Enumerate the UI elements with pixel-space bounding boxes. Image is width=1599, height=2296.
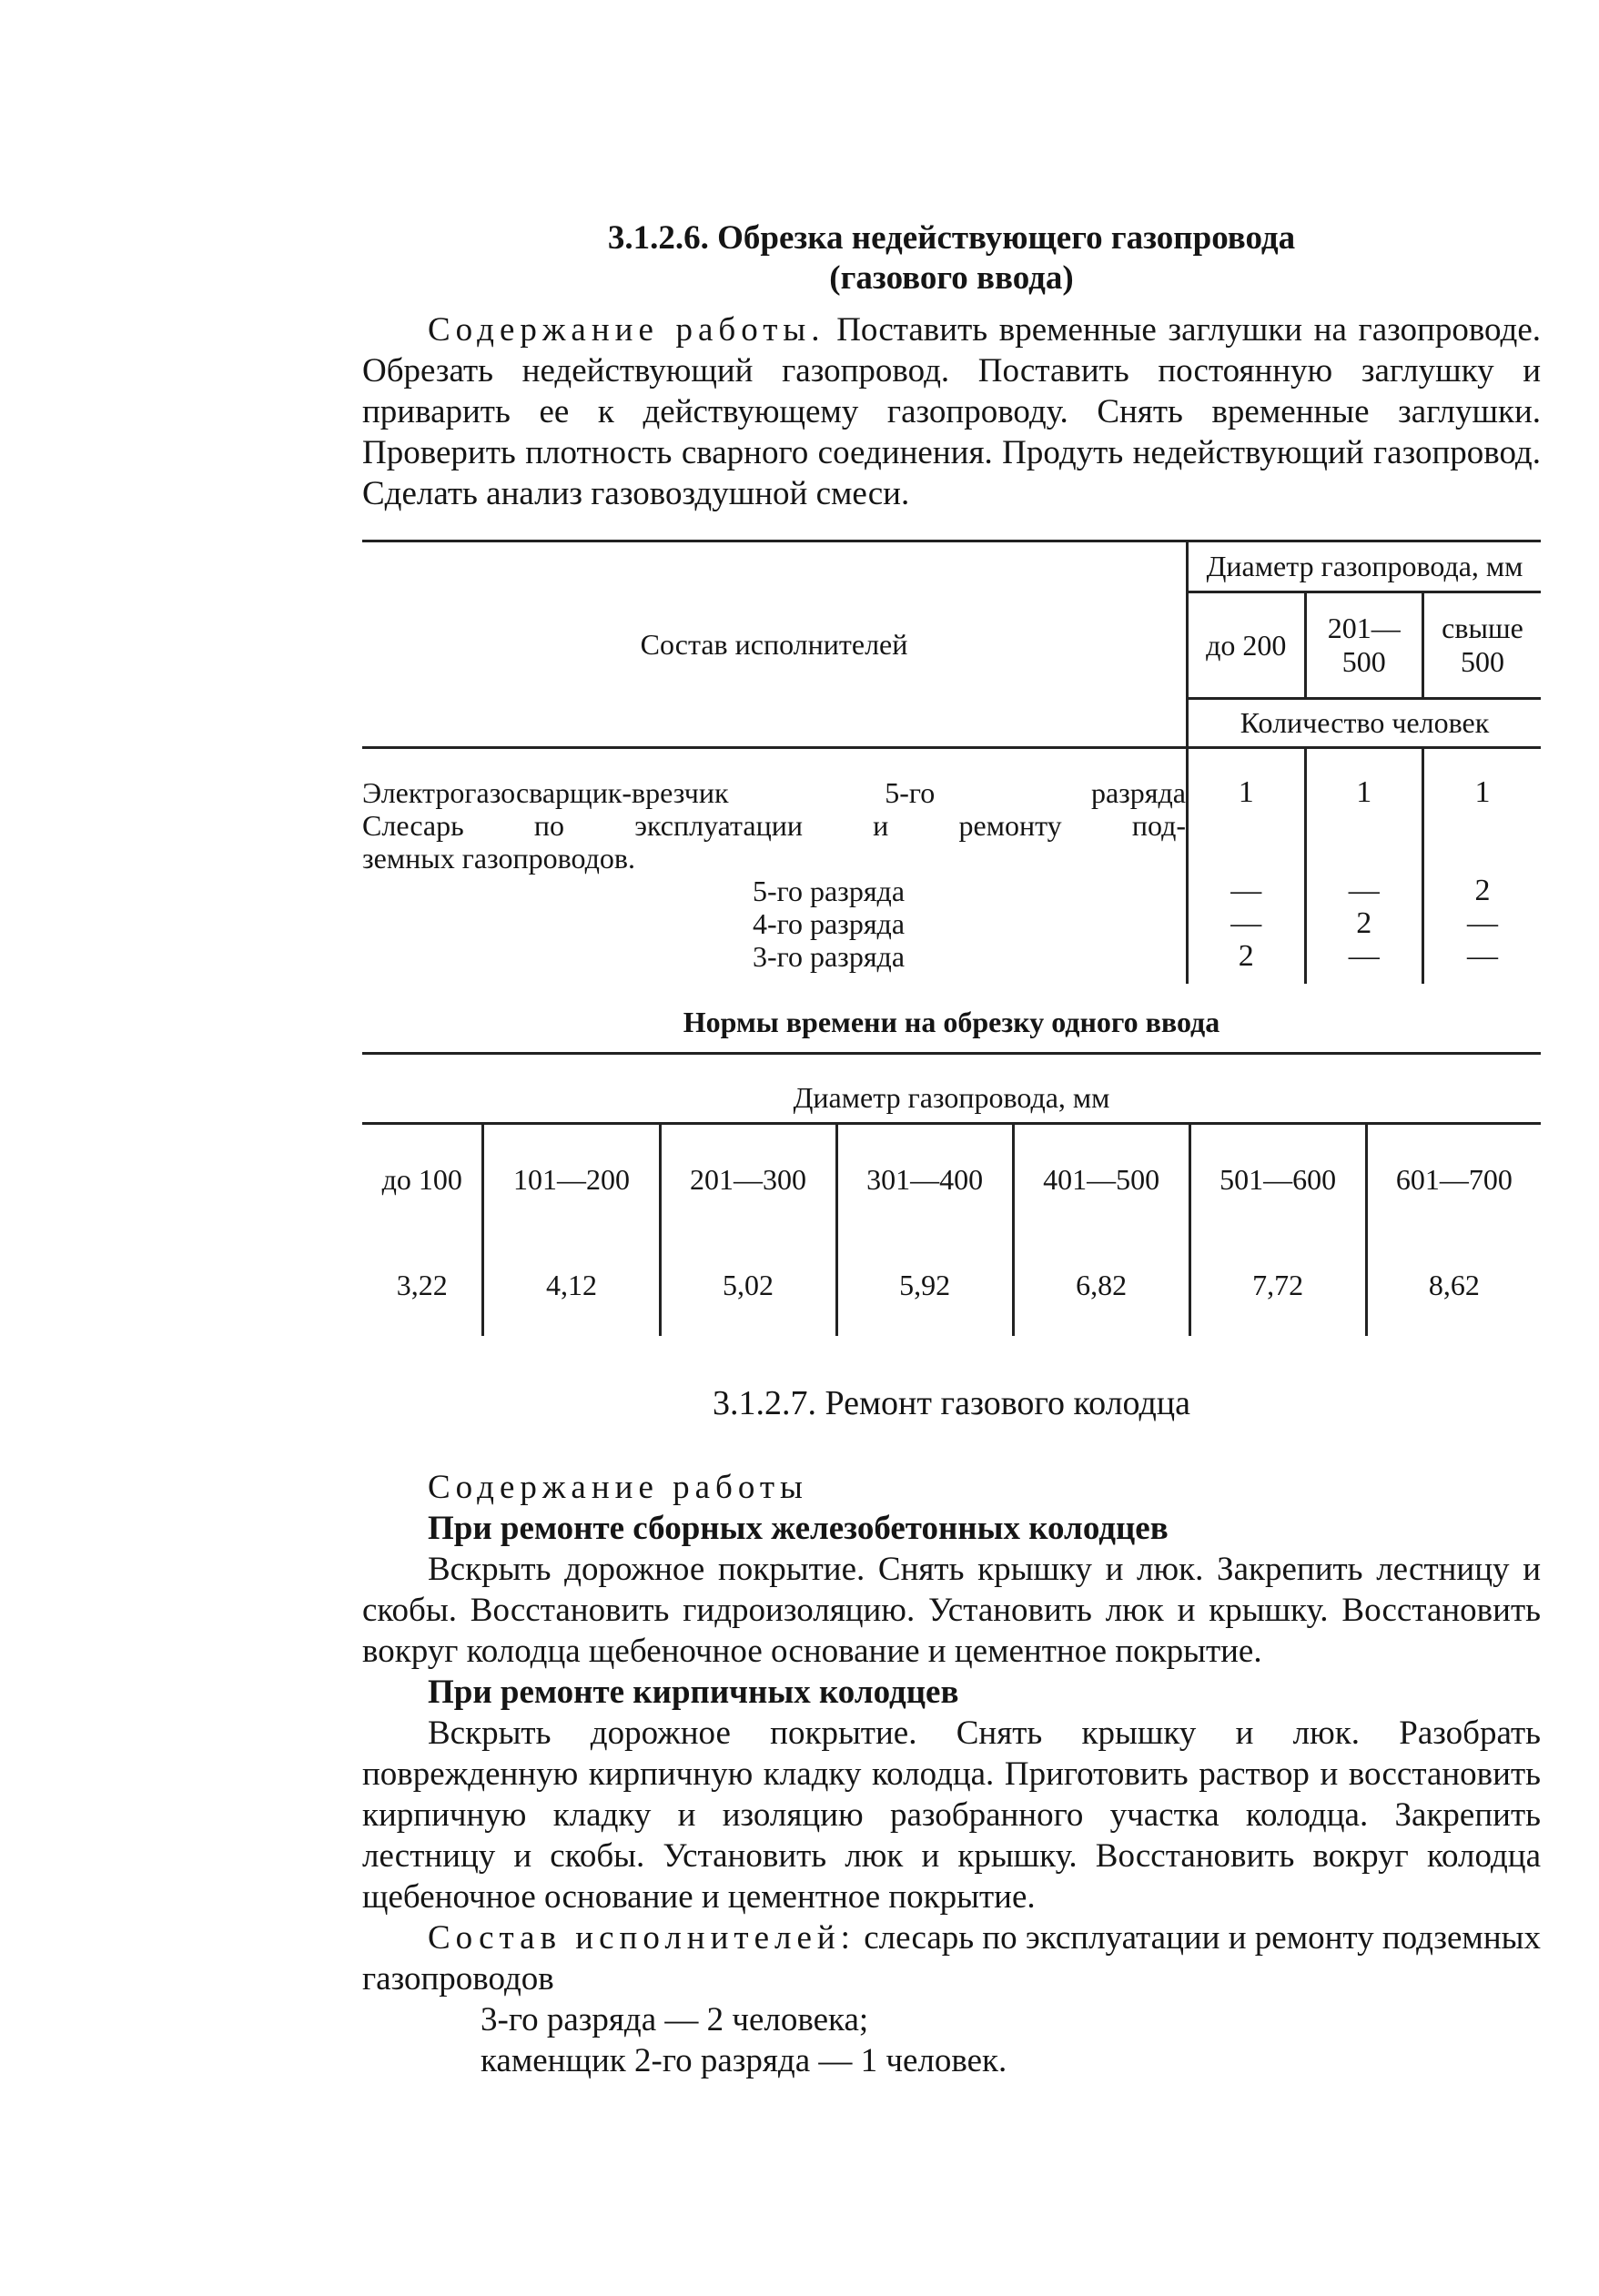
staff-row-line: 4-го разряда [752, 907, 906, 940]
staff-composition-table [362, 540, 1541, 984]
col-header-d2: 201—500 [1305, 592, 1423, 698]
time-value: 5,92 [836, 1234, 1013, 1336]
time-value: 6,82 [1013, 1234, 1189, 1336]
table-cell [1189, 842, 1304, 875]
time-col-header: 101—200 [483, 1124, 660, 1235]
time-norms-table [362, 1052, 1541, 1336]
time-value: 3,22 [396, 1268, 448, 1301]
staff-values-col-1 [1188, 748, 1306, 985]
table-cell [1189, 809, 1304, 842]
work-content-label: Содержание работы. [428, 311, 825, 349]
table-cell: — [1467, 906, 1498, 940]
time-group-header: Диаметр газопровода, мм [362, 1054, 1541, 1124]
staff-row-line: 3-го разряда [752, 940, 906, 973]
section-title-line-2: (газового ввода) [829, 259, 1074, 297]
table-cell: — [1348, 939, 1380, 973]
time-value: 7,72 [1189, 1234, 1366, 1336]
subsection-title-concrete: При ремонте сборных железобетонных колодцев [428, 1510, 1169, 1547]
staff-line-2: каменщик 2-го разряда — 1 человек. [481, 2042, 1007, 2079]
subsection-text-concrete: Вскрыть дорожное покрытие. Снять крышку и люк. Закрепить лестницу и скобы. Восстановить гидроизоляцию. Установить люк и крышку. Восстановить вокруг колодца щебеночное основание и цементное покрытие. [362, 1551, 1541, 1670]
time-value: 4,12 [483, 1234, 660, 1336]
staff-composition-label: Состав исполнителей: [428, 1919, 855, 1957]
group-header-diameter: Диаметр газопровода, мм [1188, 541, 1542, 592]
time-col-header: 601—700 [1366, 1124, 1541, 1235]
table-cell: 1 [1238, 775, 1254, 809]
table-cell: — [1230, 906, 1262, 940]
section-title-3-1-2-7: 3.1.2.7. Ремонт газового колодца [713, 1384, 1190, 1422]
staff-line-1: 3-го разряда — 2 человека; [481, 2001, 869, 2038]
work-content-label-2: Содержание работы [428, 1469, 808, 1506]
document-page [362, 218, 1541, 2081]
time-value: 8,62 [1366, 1234, 1541, 1336]
section-title-line-1: 3.1.2.6. Обрезка недействующего газопровода [607, 219, 1296, 257]
time-value: 5,02 [660, 1234, 836, 1336]
table-cell: 1 [1474, 775, 1491, 809]
staff-values-col-2 [1305, 748, 1423, 985]
time-col-header: 401—500 [1013, 1124, 1189, 1235]
table-cell [1424, 809, 1541, 842]
col-header-d1: до 200 [1188, 592, 1306, 698]
count-header: Количество человек [1188, 698, 1542, 747]
time-col-header: до 100 [381, 1162, 462, 1196]
section-title-3-1-2-6 [362, 218, 1541, 298]
staff-row-line: Электрогазосварщик-врезчик 5-го разряда [362, 776, 1186, 809]
table-cell: — [1348, 874, 1380, 907]
staff-row-line: Слесарь по эксплуатации и ремонту под- [362, 809, 1186, 842]
work-content-text: Поставить временные заглушки на газопроводе. Обрезать недействующий газопровод. Поставить постоянную заглушку и приварить ее к действующему газопроводу. Снять временные заглушки. Проверить плотность сварного соединения. Продуть недействующий газопровод. Сделать анализ газовоздушной смеси. [362, 311, 1541, 512]
table-cell: 2 [1356, 906, 1372, 940]
staff-values-col-3 [1423, 748, 1542, 985]
table-cell: 2 [1474, 874, 1491, 907]
table-cell [1307, 809, 1422, 842]
subsection-title-brick: При ремонте кирпичных колодцев [428, 1674, 959, 1711]
col-header-d3: свыше 500 [1423, 592, 1542, 698]
table-cell [1307, 842, 1422, 875]
time-col-header: 201—300 [660, 1124, 836, 1235]
staff-composition-paragraph [362, 1917, 1541, 1999]
time-col-header: 501—600 [1189, 1124, 1366, 1235]
col-header-staff: Состав исполнителей [362, 541, 1188, 748]
work-content-paragraph [362, 309, 1541, 514]
table-cell [1424, 842, 1541, 875]
staff-row-line: земных газопроводов. [362, 842, 635, 875]
table-cell: — [1467, 939, 1498, 973]
time-norms-caption: Нормы времени на обрезку одного ввода [683, 1006, 1220, 1038]
time-col-header: 301—400 [836, 1124, 1013, 1235]
table-cell: — [1230, 874, 1262, 907]
staff-composition-text: слесарь по эксплуатации и ремонту подземных газопроводов [362, 1919, 1541, 1998]
table-cell: 1 [1356, 775, 1372, 809]
subsection-text-brick: Вскрыть дорожное покрытие. Снять крышку и люк. Разобрать поврежденную кирпичную кладку колодца. Приготовить раствор и восстановить кирпичную кладку и изоляцию разобранного участка колодца. Закрепить лестницу и скобы. Установить люк и крышку. Восстановить вокруг колодца щебеночное основание и цементное покрытие. [362, 1714, 1541, 1916]
table-cell: 2 [1238, 939, 1254, 973]
staff-row-line: 5-го разряда [752, 875, 906, 907]
staff-row-labels [362, 748, 1188, 985]
